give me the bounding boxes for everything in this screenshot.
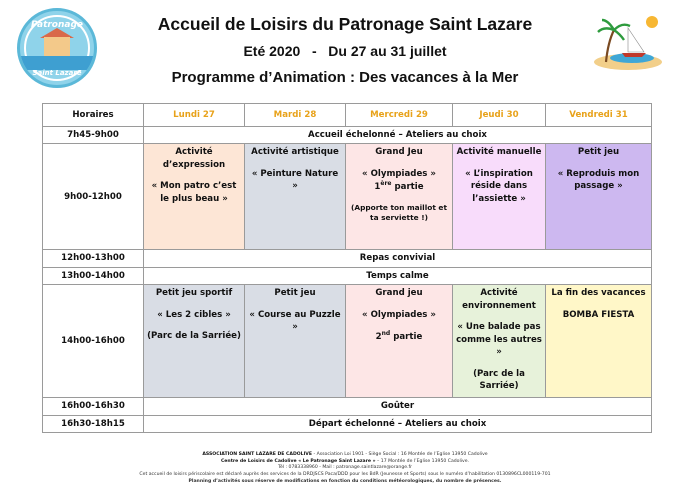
time-slot: 12h00-13h00 (43, 250, 144, 267)
monday-morning-activity (144, 144, 245, 250)
activity-schedule-table (42, 103, 652, 433)
activity-title: « L’inspiration réside dans l’assiette » (465, 168, 533, 204)
page-title: Accueil de Loisirs du Patronage Saint Lazare (157, 14, 533, 34)
header-vendredi: Vendredi 31 (546, 104, 652, 127)
footer (60, 452, 630, 485)
activity-title: « Les 2 cibles » (157, 309, 231, 320)
logo-text-bottom: Saint Lazare (32, 69, 82, 77)
activity-type: Petit jeu sportif (155, 288, 233, 299)
logo-house (44, 37, 70, 57)
logo-text-top: Patronage (30, 20, 84, 30)
tuesday-afternoon-activity (245, 285, 346, 398)
activity-type: La fin des vacances (551, 288, 646, 299)
activity-part: 2nd partie (375, 330, 423, 343)
row-departure (43, 415, 652, 432)
header-horaires: Horaires (43, 104, 144, 127)
activity-title: « Mon patro c’est le plus beau » (151, 181, 237, 204)
activity-location: (Parc de la Sarriée) (473, 368, 525, 392)
activity-type: Activité artistique (251, 147, 339, 158)
activity-title: « Olympiades » (362, 168, 436, 179)
header-lundi: Lundi 27 (144, 104, 245, 127)
row-afternoon (43, 285, 652, 398)
header-mardi: Mardi 28 (245, 104, 346, 127)
row-snack (43, 398, 652, 415)
patronage-logo (17, 8, 97, 88)
row-lunch (43, 250, 652, 267)
activity-type: Grand Jeu (375, 147, 423, 158)
activity-type: Petit jeu (274, 288, 316, 299)
beach-illustration (592, 12, 664, 72)
time-slot: 16h00-16h30 (43, 398, 144, 415)
activity-location: (Parc de la Sarriée) (147, 331, 241, 342)
row-morning (43, 144, 652, 250)
friday-afternoon-activity (546, 285, 652, 398)
thursday-morning-activity (453, 144, 546, 250)
thursday-afternoon-activity (453, 285, 546, 398)
time-slot: 16h30-18h15 (43, 415, 144, 432)
activity-note: (Apporte ton maillot et ta serviette !) (351, 202, 447, 223)
program-subtitle: Programme d’Animation : Des vacances à la Mer (171, 69, 519, 86)
activity-title: « Une balade pas comme les autres » (456, 322, 542, 358)
header-row (43, 104, 652, 127)
row-quiet-time (43, 267, 652, 284)
wednesday-afternoon-activity (346, 285, 453, 398)
accueil-cell: Accueil échelonné – Ateliers au choix (144, 127, 652, 144)
time-slot: 7h45-9h00 (43, 127, 144, 144)
activity-type: Activité environnement (462, 288, 536, 311)
row-accueil (43, 127, 652, 144)
activity-title: « Course au Puzzle » (249, 309, 341, 333)
time-slot: 9h00-12h00 (43, 144, 144, 250)
activity-title: « Peinture Nature » (251, 168, 339, 192)
activity-type: Activité d’expression (162, 147, 226, 170)
activity-title: BOMBA FIESTA (562, 309, 635, 320)
footer-centre: Centre de Loisirs de Cadolive « Le Patronage Saint Lazare » – 17 Montée de l’Eglise 13950 Cadolive. (220, 458, 470, 464)
activity-title: « Olympiades » (362, 309, 436, 320)
date-range: Eté 2020 - Du 27 au 31 juillet (243, 43, 447, 59)
snack-cell: Goûter (144, 398, 652, 415)
activity-title: « Reproduis mon passage » (557, 168, 640, 192)
header-jeudi: Jeudi 30 (453, 104, 546, 127)
departure-cell: Départ échelonné – Ateliers au choix (144, 415, 652, 432)
time-slot: 13h00-14h00 (43, 267, 144, 284)
footer-declaration: Cet accueil de loisirs périscolaire est déclaré auprès des services de la DRDJSCS Paca/DDD pour les BdR (Jeunesse et Sports) sous le numéro d’habilitation 0130896CL000119-701 (139, 471, 551, 477)
lunch-cell: Repas convivial (144, 250, 652, 267)
footer-disclaimer: Planning d’activités sous réserve de modifications en fonction du conditions météorologiques, du nombre de présences. (188, 478, 502, 484)
quiet-time-cell: Temps calme (144, 267, 652, 284)
activity-type: Activité manuelle (456, 147, 542, 158)
footer-contact: Tél : 0783338960 - Mail : patronage.saintlazare@orange.fr (277, 465, 413, 471)
header-mercredi: Mercredi 29 (346, 104, 453, 127)
activity-type: Grand jeu (375, 288, 423, 299)
activity-type: Petit jeu (577, 147, 620, 158)
footer-association: ASSOCIATION SAINT LAZARE DE CADOLIVE - Association Loi 1901 - Siège Social : 16 Montée de l’Eglise 13950 Cadolive (202, 452, 488, 457)
tuesday-morning-activity (245, 144, 346, 250)
activity-part: 1ère partie (374, 180, 424, 193)
monday-afternoon-activity (144, 285, 245, 398)
friday-morning-activity (546, 144, 652, 250)
logo-sea (20, 56, 94, 70)
wednesday-morning-activity (346, 144, 453, 250)
time-slot: 14h00-16h00 (43, 285, 144, 398)
